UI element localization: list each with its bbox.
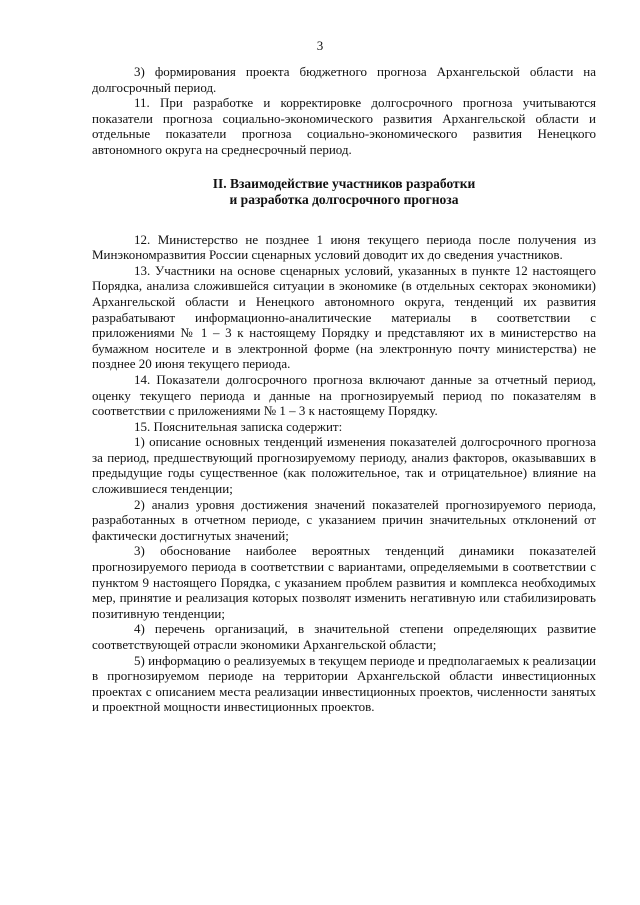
paragraph-15: 15. Пояснительная записка содержит: — [134, 418, 343, 434]
list-item-4: 4) перечень организаций, в значительной степени определяющих развитие соответствующей отрасли экономики Архангельской области; — [92, 621, 596, 652]
section-heading-line-1: II. Взаимодействие участников разработки — [212, 175, 476, 191]
spacer — [92, 158, 596, 176]
paragraph-12: 12. Министерство не позднее 1 июня текущего периода после получения из Минэкономразвития России сценарных условий доводит их до сведения участников. — [92, 231, 596, 263]
list-item-1: 1) описание основных тенденций изменения показателей долгосрочного прогноза за период, предшествующий прогнозируемому периоду, анализ факторов, оказывавших в предыдущие годы существенное (как положительное, так и отрицательное) влияние на сложившиеся тенденции; — [92, 434, 596, 497]
paragraph-13: 13. Участники на основе сценарных условий, указанных в пункте 12 настоящего Порядка, анализа сложившейся ситуации в экономике (в отдельных секторах экономики) Архангельской области и Ненецкого автономного округа, тенденций их развития разрабатывают информационно-аналитические материалы в соответствии с приложениями № 1 – 3 к настоящему Порядку и представляют их в министерство на бумажном носителе и в электронной форме (на электронную почту министерства) не позднее 20 июня текущего периода. — [92, 262, 596, 372]
list-item-5: 5) информацию о реализуемых в текущем периоде и предполагаемых к реализации в прогнозируемом периоде на территории Архангельской области инвестиционных проектах с описанием места реализации инвестиционных проектов, численности занятых и проектной мощности инвестиционных проектов. — [92, 652, 596, 715]
paragraph-14: 14. Показатели долгосрочного прогноза включают данные за отчетный период, оценку текущего периода и данные на прогнозируемый период по показателям в соответствии с приложениями № 1 – 3 к настоящему Порядку. — [92, 371, 596, 419]
document-body — [92, 64, 596, 715]
spacer — [92, 208, 596, 232]
paragraph-11: 11. При разработке и корректировке долгосрочного прогноза учитываются показатели прогноза социально-экономического развития Архангельской области и отдельные показатели прогноза социально-экономического развития Ненецкого автономного округа на среднесрочный период. — [92, 95, 596, 157]
list-item-2: 2) анализ уровня достижения значений показателей прогнозируемого периода, разработанных в отчетном периоде, с указанием причин значительных отклонений от фактически достигнутых значений; — [92, 496, 596, 543]
paragraph-item-3: 3) формирования проекта бюджетного прогноза Архангельской области на долгосрочный период. — [92, 64, 596, 95]
section-heading-line-2: и разработка долгосрочного прогноза — [229, 191, 459, 207]
page-number: 3 — [316, 38, 324, 53]
list-item-3: 3) обоснование наиболее вероятных тенденций динамики показателей прогнозируемого периода в соответствии с вариантами, определяемыми в соответствии с пунктом 9 настоящего Порядка, с указанием проблем развития и комплекса необходимых мер, принятие и реализация которых позволят изменить негативную или стабилизировать позитивную тенденции; — [92, 543, 596, 621]
section-heading — [92, 176, 596, 208]
